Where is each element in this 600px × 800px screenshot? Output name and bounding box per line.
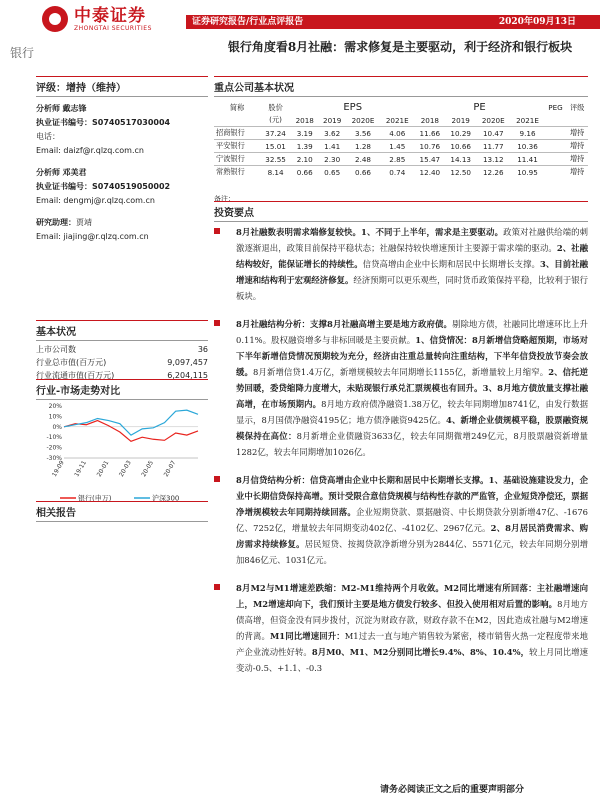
- x-tick-label: 20-07: [162, 459, 178, 479]
- analyst-license: S0740517030004: [92, 118, 171, 127]
- header-bar: [0, 15, 600, 29]
- thesis-point: 8月M2与M1增速差跌缩：M2-M1维持两个月收敛。M2同比增速有所回落：主社融增速向上，M2增速却向下，我们预计主要是地方债发行较多、但投入使用相对后置的影响。8月地方债高增，但资金没有同步拨付，沉淀为财政存款，财政存款不在M2，因此造成社融与M2增速的背离。M1同比增速回升：M1过去一直与地产销售较为紧密，楼市销售火热一定程度带来地产企业流动性好转。8月M0、M1、M2分别同比增长9.4%、8%、10.4%，较上月同比增速变动-0.5、+1.1、-0.3: [214, 580, 588, 676]
- year-header: 2018: [295, 115, 314, 125]
- y-tick-label: 10%: [48, 413, 62, 421]
- table-note: 备注：: [214, 195, 235, 203]
- assistant-role: 研究助理：: [36, 218, 76, 227]
- analyst-email[interactable]: Email: dengmj@r.qlzq.com.cn: [36, 196, 155, 205]
- x-tick-label: 20-05: [140, 459, 156, 479]
- license-label: 执业证书编号：: [36, 118, 92, 127]
- analyst-name: 戴志锋: [62, 104, 87, 113]
- y-tick-label: -20%: [46, 444, 62, 452]
- bullet-icon: [214, 320, 220, 326]
- y-tick-label: -30%: [46, 455, 62, 462]
- left-sidebar: [36, 76, 208, 244]
- year-header: 2019: [451, 115, 470, 125]
- stat-value: 6,204,115: [167, 371, 208, 380]
- basic-status: [36, 320, 208, 382]
- stat-value: 36: [197, 345, 208, 354]
- year-header: 2019: [323, 115, 342, 125]
- bullet-icon: [214, 584, 220, 590]
- analyst-name: 邓美君: [62, 168, 87, 177]
- stat-value: 9,097,457: [167, 358, 208, 367]
- trend-section: [36, 379, 208, 506]
- license-label: 执业证书编号：: [36, 182, 92, 191]
- table-row: [36, 356, 208, 369]
- analyst-phone: 电话：: [36, 132, 60, 141]
- x-tick-label: 20-01: [95, 459, 111, 479]
- series-line-bank: [64, 421, 198, 442]
- thesis-point: 8月社融数表明需求端修复较快。1、不同于上半年，需求是主要驱动。政策对社融供给端的刺激逐渐退出，政策目前保持平稳状态；社融保持较快增速预计主要源于需求端的驱动。2、社融结构较好，能保证增长的持续性。信贷高增由企业中长期和居民中长期增长支撑。3、目前社融增速和结构利于宏观经济修复。经济预期可以更乐观些，同时货币政策保持平稳，比较利于银行板块。: [214, 224, 588, 304]
- analyst-email[interactable]: Email: daizf@r.qlzq.com.cn: [36, 146, 144, 155]
- table-row: 常熟银行 8.14 0.66 0.65 0.66 0.74 12.40 12.50 12.26 10.95 增持: [214, 166, 588, 179]
- thesis-body: [214, 224, 588, 688]
- analyst-role: 分析师: [36, 104, 60, 113]
- key-companies-table: [214, 101, 588, 178]
- sector-label: 银行: [10, 46, 35, 60]
- assistant-name: 贾靖: [76, 218, 92, 227]
- bullet-icon: [214, 228, 220, 234]
- analyst-license: S0740519050002: [92, 182, 171, 191]
- company-name-en: ZHONGTAI SECURITIES: [74, 24, 152, 32]
- bullet-icon: [214, 476, 220, 482]
- footer-disclaimer: 请务必阅读正文之后的重要声明部分: [380, 785, 525, 795]
- stat-label: 行业总市值(百万元): [36, 358, 107, 367]
- company-name-cn: 中泰证券: [74, 5, 146, 26]
- year-header: 2021E: [516, 115, 539, 125]
- year-header: 2020E: [351, 115, 375, 125]
- thesis-point: 8月信贷结构分析：信贷高增由企业中长期和居民中长期增长支撑。1、基础设施建设发力，企业中长期信贷保持高增。预计受限合意信贷规模与结构性存款的严监管，企业短贷净偿还，票据净增规模较去年同期持续回落。企业短期贷款、票据融资、中长期贷款分别新增47亿、-1676亿、7252亿，增量较去年同期变动402亿、-4102亿、2967亿元。2、8月居民消费需求、购房需求持续修复。居民短贷、按揭贷款净新增分别为2844亿、5571亿元，较去年同期分别增加846亿元、1031亿元。: [214, 472, 588, 568]
- x-tick-label: 19-11: [73, 459, 89, 479]
- basic-status-table: [36, 343, 208, 382]
- col-price-unit: (元): [269, 115, 282, 124]
- analyst-block: [36, 102, 208, 244]
- table-row: 招商银行 37.24 3.19 3.62 3.56 4.06 11.66 10.29 10.47 9.16 增持: [214, 127, 588, 140]
- related-reports: [36, 501, 208, 522]
- col-eps: EPS: [343, 102, 363, 113]
- table-row: [36, 343, 208, 356]
- key-companies-heading: 重点公司基本状况: [214, 76, 588, 97]
- col-pe: PE: [473, 102, 486, 113]
- thesis-heading: 投资要点: [214, 201, 588, 222]
- y-tick-label: 0%: [52, 423, 62, 431]
- legend-label-hs300: 沪深300: [152, 494, 180, 503]
- y-tick-label: -10%: [46, 434, 62, 442]
- key-companies: [214, 76, 588, 204]
- col-price: 股价: [268, 102, 283, 112]
- table-row: 宁波银行 32.55 2.10 2.30 2.48 2.85 15.47 14.13 13.12 11.41 增持: [214, 153, 588, 166]
- assistant-email[interactable]: Email: jiajing@r.qlzq.com.cn: [36, 232, 149, 241]
- legend-label-bank: 银行(申万): [78, 494, 112, 503]
- analyst-role: 分析师: [36, 168, 60, 177]
- stat-label: 上市公司数: [36, 345, 76, 354]
- thesis-point: 8月社融结构分析：支撑8月社融高增主要是地方政府债。剔除地方债，社融同比增速环比上升0.11%。股权融资增多与非标回暖是主要贡献。1、信贷情况：8月新增信贷略超预期，市场对下半年新增信贷情况预期较为充分，经济由注重总量转向注重结构，下半年信贷投放节奏会放缓。8月新增信贷1.4万亿，新增规模较去年同期增长1155亿，新增量较上月缩窄。2、信托逆势回暖，委贷缩降力度增大，未贴现银行承兑汇票规模也有回升。3、8月地方债放量支撑社融高增，在市场预期内。8月地方政府债净融资1.38万亿，较去年同期增加8741亿，由发行数据显示，8月国债净融资4195亿；地方债净融资9425亿。4、新增企业债规模平稳，股票融资规模保持在高位：8月新增企业债融资3633亿，较去年同期微增249亿元，8月股票融资新增量1282亿，较去年同期增加1026亿。: [214, 316, 588, 460]
- rating-label: 评级：增持（维持）: [36, 76, 208, 97]
- col-peg: PEG: [548, 103, 563, 112]
- report-title: 银行角度看8月社融：需求修复是主要驱动，利于经济和银行板块: [227, 40, 573, 54]
- related-heading: 相关报告: [36, 501, 208, 522]
- series-line-hs300: [64, 410, 198, 435]
- table-row: 平安银行 15.01 1.39 1.41 1.28 1.45 10.76 10.66 11.77 10.36 增持: [214, 140, 588, 153]
- col-rating: 评级: [569, 102, 585, 112]
- trend-chart: [36, 400, 208, 506]
- year-header: 2018: [420, 115, 439, 125]
- stat-label: 行业流通市值(百万元): [36, 371, 115, 380]
- report-type: 证券研究报告/行业点评报告: [186, 15, 416, 29]
- report-date: 2020年09月13日: [416, 15, 600, 29]
- col-name: 简称: [229, 102, 245, 112]
- trend-heading: 行业-市场走势对比: [36, 379, 208, 400]
- x-tick-label: 19-09: [50, 459, 66, 479]
- basic-status-heading: 基本状况: [36, 320, 208, 341]
- year-header: 2021E: [385, 115, 409, 125]
- x-tick-label: 20-03: [117, 459, 133, 479]
- year-header: 2020E: [481, 115, 505, 125]
- y-tick-label: 20%: [48, 403, 62, 410]
